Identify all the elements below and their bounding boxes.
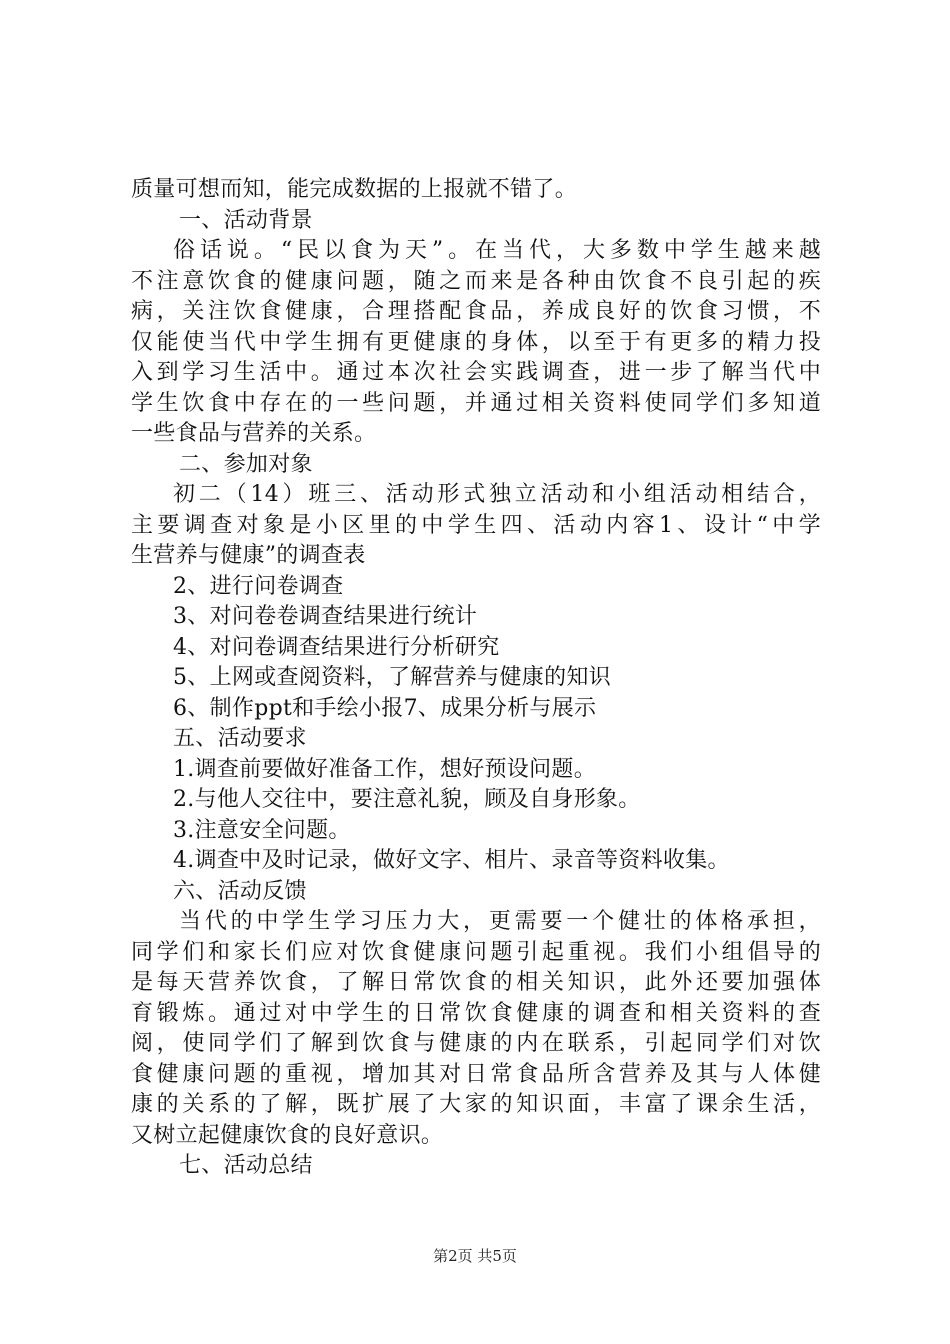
list-item: 3、对问卷卷调查结果进行统计 bbox=[173, 604, 478, 629]
list-item: 2.与他人交往中，要注意礼貌，顾及自身形象。 bbox=[173, 787, 641, 812]
text-line: 主要调查对象是小区里的中学生四、活动内容1、设计“中学 bbox=[131, 512, 821, 538]
list-item: 4、对问卷调查结果进行分析研究 bbox=[173, 634, 500, 660]
text-line: 是每天营养饮食，了解日常饮食的相关知识，此外还要加强体 bbox=[131, 970, 821, 995]
list-item: 5、上网或查阅资料，了解营养与健康的知识 bbox=[173, 665, 611, 690]
text-line: 病，关注饮食健康，合理搭配食品，养成良好的饮食习惯，不 bbox=[131, 299, 821, 324]
text-line: 仅能使当代中学生拥有更健康的身体，以至于有更多的精力投 bbox=[131, 329, 821, 355]
text-line: 一些食品与营养的关系。 bbox=[131, 421, 377, 446]
text-line: 不注意饮食的健康问题，随之而来是各种由饮食不良引起的疾 bbox=[131, 268, 821, 294]
list-item: 1.调查前要做好准备工作，想好预设问题。 bbox=[173, 756, 596, 782]
page-footer: 第2页 共5页 bbox=[433, 1247, 517, 1265]
text-line: 当代的中学生学习压力大，更需要一个健壮的体格承担， bbox=[179, 909, 821, 934]
list-item: 2、进行问卷调查 bbox=[173, 573, 344, 599]
list-item: 4.调查中及时记录，做好文字、相片、录音等资料收集。 bbox=[173, 848, 730, 873]
text-line: 同学们和家长们应对饮食健康问题引起重视。我们小组倡导的 bbox=[131, 939, 821, 965]
text-line: 又树立起健康饮食的良好意识。 bbox=[131, 1122, 444, 1148]
section-heading: 六、活动反馈 bbox=[173, 878, 307, 904]
text-line: 质量可想而知，能完成数据的上报就不错了。 bbox=[131, 177, 578, 202]
text-line: 食健康问题的重视，增加其对日常食品所含营养及其与人体健 bbox=[131, 1061, 821, 1087]
section-heading: 一、活动背景 bbox=[179, 207, 313, 233]
text-line: 初二（14）班三、活动形式独立活动和小组活动相结合， bbox=[173, 482, 821, 507]
text-line: 康的关系的了解，既扩展了大家的知识面，丰富了课余生活， bbox=[131, 1092, 821, 1117]
text-line: 学生饮食中存在的一些问题，并通过相关资料使同学们多知道 bbox=[131, 390, 821, 416]
section-heading: 五、活动要求 bbox=[173, 726, 307, 751]
text-line: 育锻炼。通过对中学生的日常饮食健康的调查和相关资料的查 bbox=[131, 1000, 821, 1026]
text-line: 生营养与健康”的调查表 bbox=[131, 543, 366, 568]
list-item: 3.注意安全问题。 bbox=[173, 817, 351, 843]
document-body bbox=[131, 175, 821, 1182]
section-heading: 二、参加对象 bbox=[179, 451, 313, 477]
text-line: 入到学习生活中。通过本次社会实践调查，进一步了解当代中 bbox=[131, 360, 821, 385]
list-item: 6、制作ppt和手绘小报7、成果分析与展示 bbox=[173, 695, 597, 721]
text-line: 阅，使同学们了解到饮食与健康的内在联系，引起同学们对饮 bbox=[131, 1031, 821, 1056]
text-line: 俗话说。“民以食为天”。在当代，大多数中学生越来越 bbox=[173, 238, 821, 263]
section-heading: 七、活动总结 bbox=[179, 1153, 313, 1178]
